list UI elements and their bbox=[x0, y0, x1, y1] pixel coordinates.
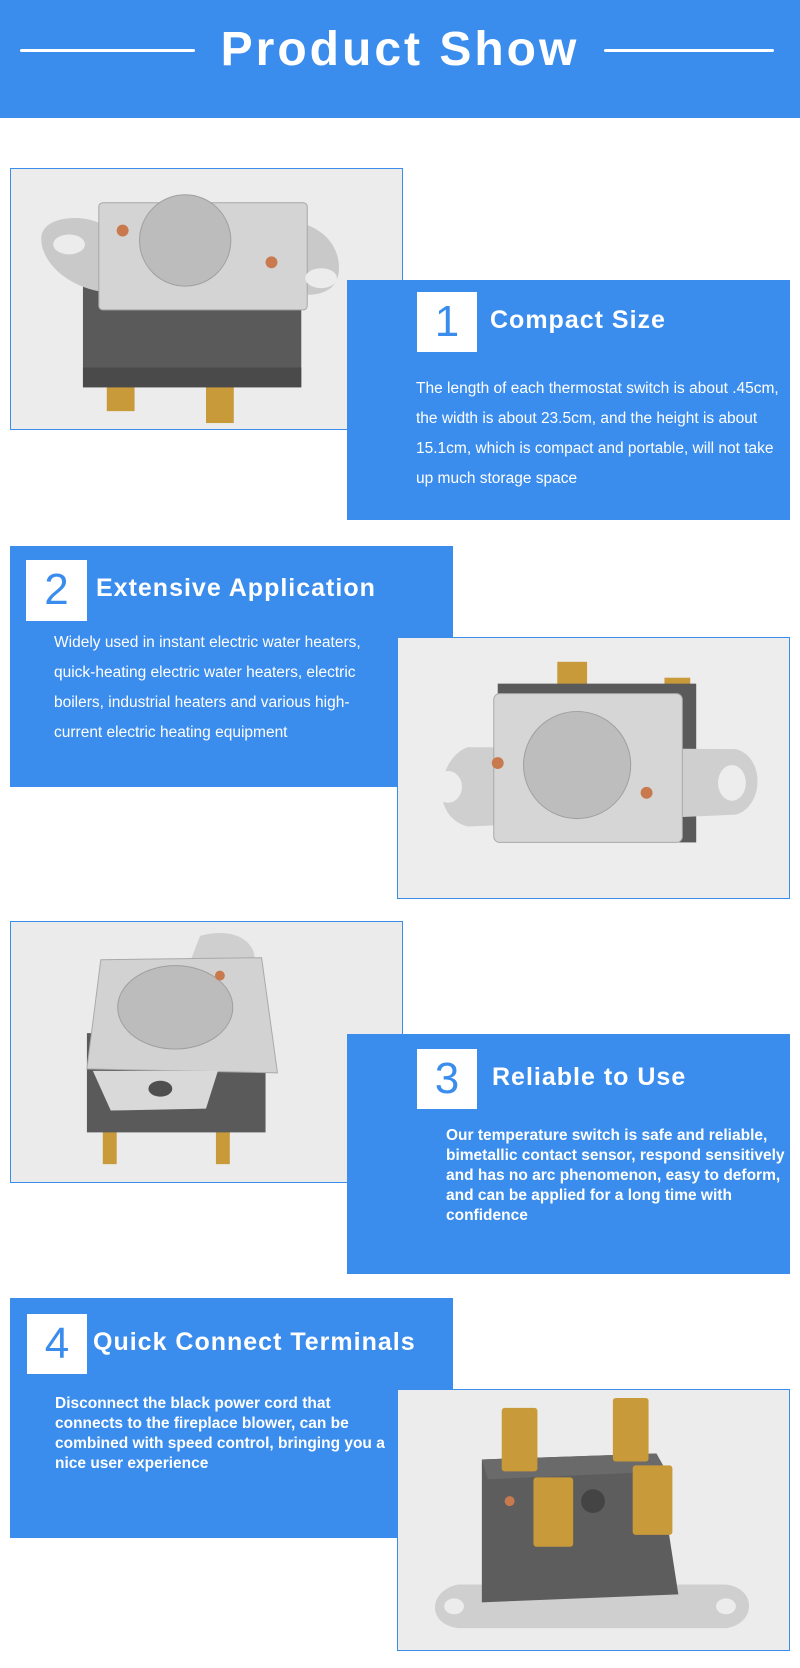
feature-panel-4 bbox=[10, 1298, 453, 1538]
page-title: Product Show bbox=[220, 23, 580, 76]
thermostat-angled-view-image bbox=[398, 638, 789, 898]
feature-title-1: Compact Size bbox=[490, 306, 666, 334]
feature-number-1: 1 bbox=[417, 292, 477, 352]
feature-panel-3 bbox=[347, 1034, 790, 1274]
product-photo-3 bbox=[10, 921, 403, 1183]
feature-panel-1 bbox=[347, 280, 790, 520]
feature-text-1: The length of each thermostat switch is about .45cm, the width is about 23.5cm, and the height is about 15.1cm, which is compact and portable, will not take up much storage space bbox=[416, 380, 779, 487]
feature-text-2: Widely used in instant electric water heaters, quick-heating electric water heaters, electric boilers, industrial heaters and various high-current electric heating equipment bbox=[54, 634, 361, 741]
product-photo-1 bbox=[10, 168, 403, 430]
feature-number-4: 4 bbox=[27, 1314, 87, 1374]
feature-number-2: 2 bbox=[26, 560, 87, 621]
thermostat-terminal-view-image bbox=[398, 1390, 789, 1650]
product-photo-2 bbox=[397, 637, 790, 899]
header-banner bbox=[0, 0, 800, 118]
thermostat-side-view-image bbox=[11, 922, 402, 1182]
product-photo-4 bbox=[397, 1389, 790, 1651]
feature-title-4: Quick Connect Terminals bbox=[93, 1328, 416, 1356]
feature-number-3: 3 bbox=[417, 1049, 477, 1109]
thermostat-top-view-image bbox=[11, 169, 402, 429]
header-divider-right bbox=[604, 49, 774, 52]
feature-text-3: Our temperature switch is safe and reliable, bimetallic contact sensor, respond sensitively and has no arc phenomenon, easy to deform, and can be applied for a long time with confidence bbox=[446, 1127, 785, 1224]
feature-text-4: Disconnect the black power cord that connects to the fireplace blower, can be combined with speed control, bringing you a nice user experience bbox=[55, 1395, 385, 1472]
feature-title-2: Extensive Application bbox=[96, 574, 376, 602]
feature-title-3: Reliable to Use bbox=[492, 1063, 687, 1091]
feature-panel-2 bbox=[10, 546, 453, 787]
